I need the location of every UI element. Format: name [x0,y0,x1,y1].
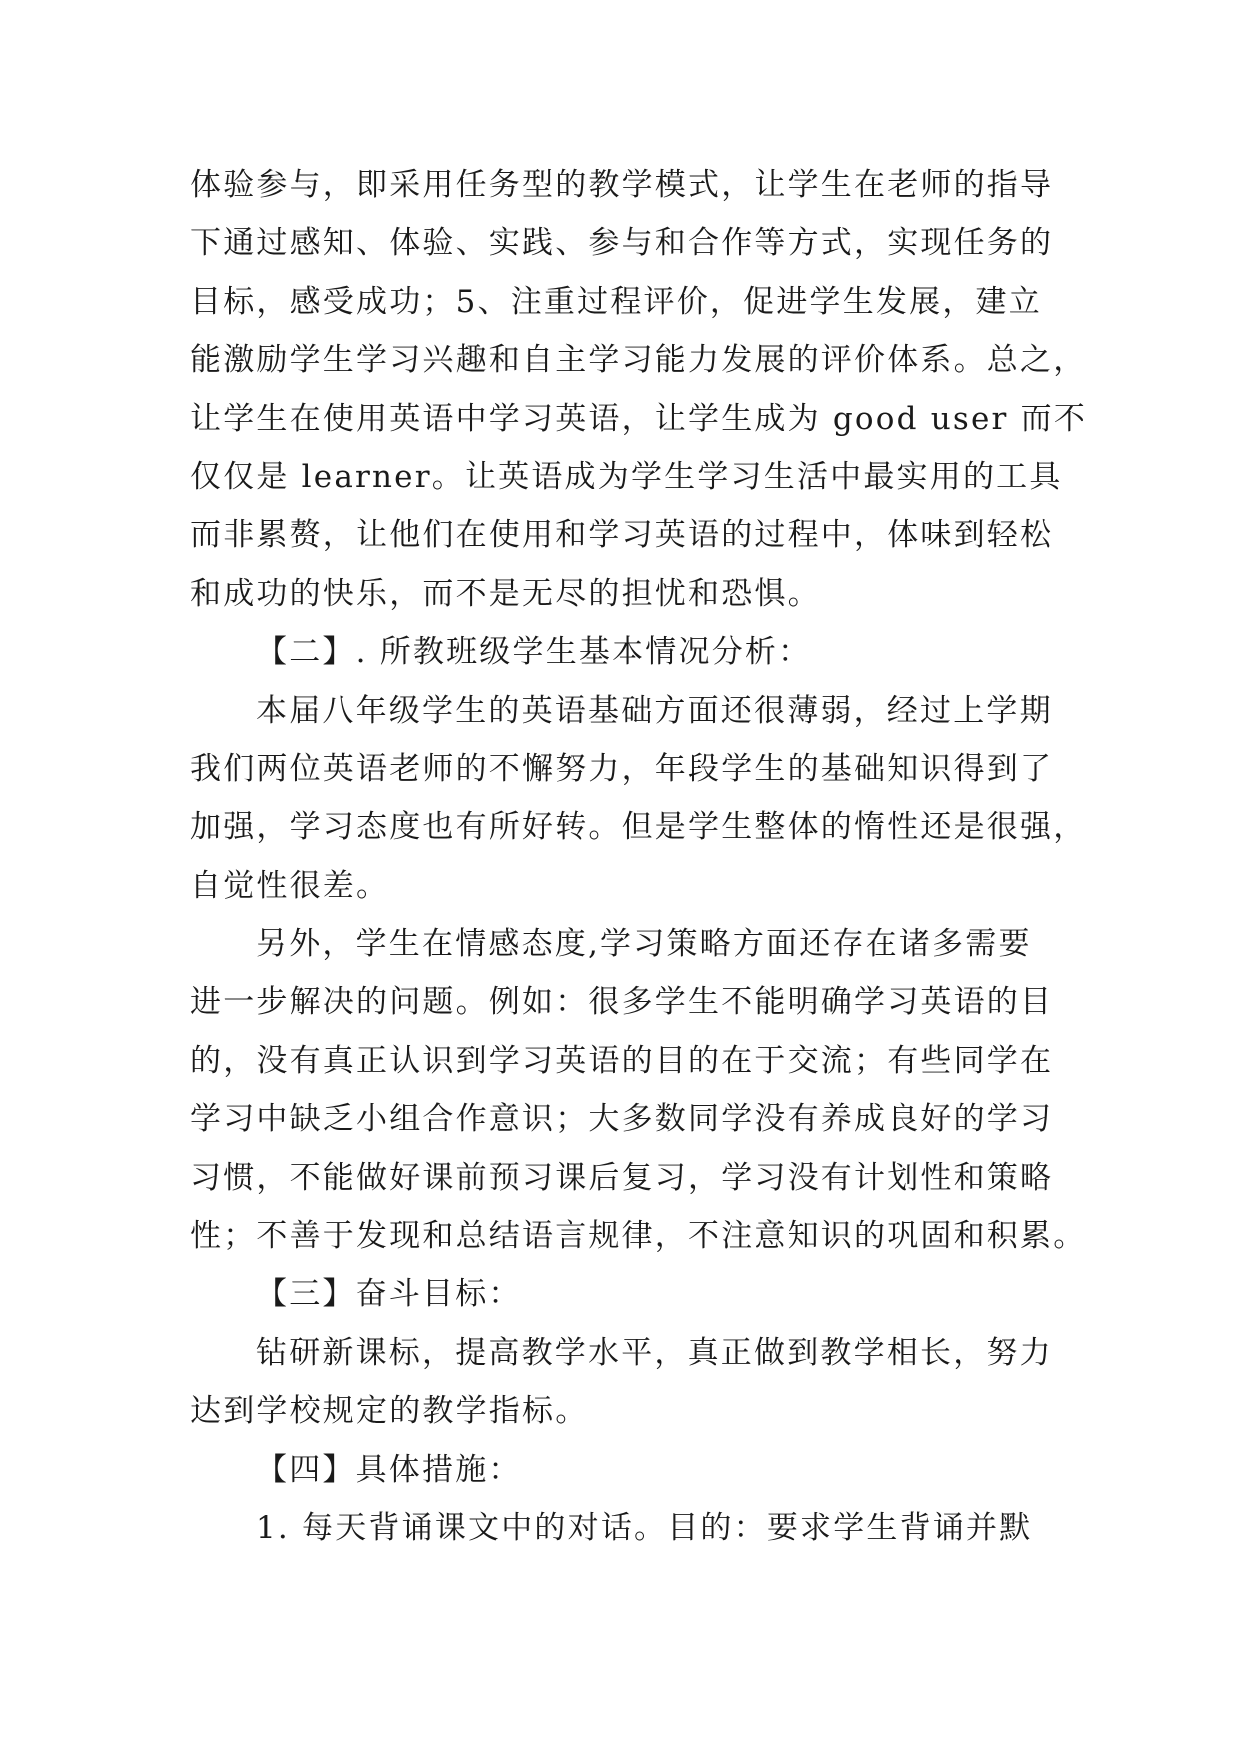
body-text-line: 让学生在使用英语中学习英语，让学生成为 good user 而不 [190,400,1088,437]
body-text-line: 而非累赘，让他们在使用和学习英语的过程中，体味到轻松 [190,517,1054,554]
body-text-line: 下通过感知、体验、实践、参与和合作等方式，实现任务的 [190,225,1054,262]
body-text-line: 的，没有真正认识到学习英语的目的在于交流；有些同学在 [190,1042,1054,1079]
body-text-line: 达到学校规定的教学指标。 [190,1393,589,1430]
body-text-line: 另外，学生在情感态度,学习策略方面还存在诸多需要 [256,926,1032,963]
body-text-line: 仅仅是 learner。让英语成为学生学习生活中最实用的工具 [190,458,1063,495]
body-text-line: 本届八年级学生的英语基础方面还很薄弱，经过上学期 [256,692,1053,729]
section-heading-2: 【二】. 所教班级学生基本情况分析： [256,634,812,671]
body-text-line: 自觉性很差。 [190,867,390,904]
body-text-line: 体验参与，即采用任务型的教学模式，让学生在老师的指导 [190,167,1054,203]
body-text-line: 学习中缺乏小组合作意识；大多数同学没有养成良好的学习 [190,1101,1054,1138]
body-text-line: 性；不善于发现和总结语言规律，不注意知识的巩固和积累。 [190,1218,1087,1255]
body-text-line: 加强，学习态度也有所好转。但是学生整体的惰性还是很强， [190,809,1087,846]
section-heading-4: 【四】具体措施： [256,1451,522,1488]
body-text-line: 钻研新课标，提高教学水平，真正做到教学相长，努力 [256,1334,1053,1371]
body-text-line: 和成功的快乐，而不是无尽的担忧和恐惧。 [190,575,821,612]
body-text-line: 进一步解决的问题。例如：很多学生不能明确学习英语的目 [190,984,1054,1021]
document-body [190,156,1088,1557]
body-text-line: 能激励学生学习兴趣和自主学习能力发展的评价体系。总之， [190,342,1087,379]
body-text-line: 目标，感受成功；5、注重过程评价，促进学生发展，建立 [190,283,1042,320]
body-text-line: 习惯，不能做好课前预习课后复习，学习没有计划性和策略 [190,1159,1054,1196]
list-item-1: 1. 每天背诵课文中的对话。目的：要求学生背诵并默 [256,1509,1033,1546]
body-text-line: 我们两位英语老师的不懈努力，年段学生的基础知识得到了 [190,750,1054,787]
section-heading-3: 【三】奋斗目标： [256,1276,522,1313]
